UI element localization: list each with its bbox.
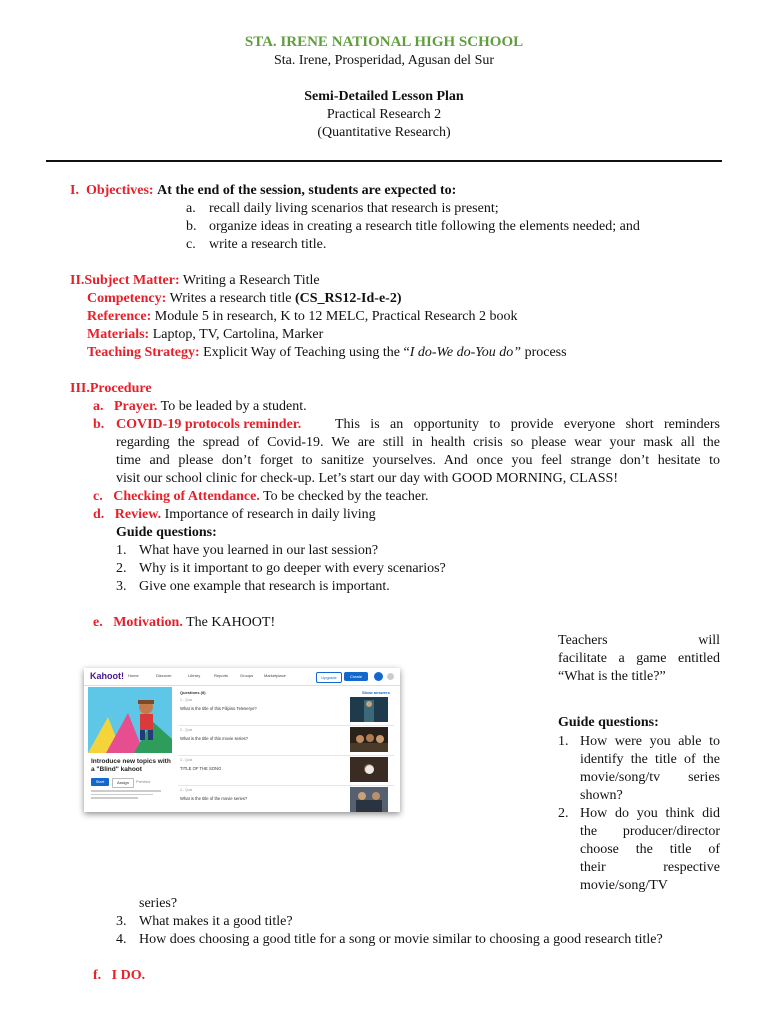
motivation-guide-heading: Guide questions: [558,715,659,730]
motivation-question-line: How do you think did [580,806,720,821]
kahoot-assign-button: Assign [112,778,134,788]
kahoot-question-thumbnail [350,727,388,752]
kahoot-nav-item: Home [128,673,139,678]
kahoot-screenshot [84,668,400,812]
subject-name: Practical Research 2 [326,107,442,122]
procedure-heading: III.Procedure [70,381,152,396]
procedure-item-covid-marker: b. [93,417,105,432]
covid-text-line: visit our school clinic for check-up. Let’s start our day with GOOD MORNING, CLASS! [116,471,618,486]
materials-line: Materials: Laptop, TV, Cartolina, Marker [87,327,324,342]
motivation-question-number: 4. [116,932,127,947]
objective-item: b. [186,219,197,234]
kahoot-question-row: 1 - Quiz What is the title of this Filipino Teleserye? [180,698,257,711]
kahoot-avatar [374,672,383,681]
kahoot-question-row: 4 - Quiz What is the title of the movie series? [180,788,248,801]
objective-item: a. [186,201,196,216]
kahoot-nav-item: Groups [240,673,254,678]
procedure-item-prayer: a. Prayer. To be leaded by a student. [93,399,307,414]
motivation-question-line: How were you able to [580,734,720,749]
kahoot-start-button: Start [91,778,109,786]
procedure-item-motivation: e. Motivation. The KAHOOT! [93,615,276,630]
kahoot-create-button: Create [344,672,368,681]
motivation-side-text: “What is the title?” [558,669,666,684]
kahoot-upgrade-button: Upgrade [316,672,342,683]
kahoot-question-thumbnail [350,697,388,722]
motivation-question: What makes it a good title? [139,914,293,929]
teaching-strategy-line: Teaching Strategy: Explicit Way of Teaching using the “I do-We do-You do” process [87,345,567,360]
procedure-item-i-do: f. I DO. [93,968,146,983]
kahoot-cover-image [88,687,172,753]
kahoot-nav-item: Discover [156,673,172,678]
procedure-item-review: d. Review. Importance of research in daily living [93,507,376,522]
kahoot-navbar [84,668,400,686]
objective-item: c. [186,237,196,252]
motivation-question-number: 3. [116,914,127,929]
subject-matter-line: II.Subject Matter: Writing a Research Title [70,273,320,288]
motivation-side-text: Teachers will [558,633,720,648]
kahoot-question-thumbnail [350,787,388,812]
review-question: What have you learned in our last session? [139,543,379,558]
objectives-heading: I. Objectives: At the end of the session, students are expected to: [70,183,457,198]
procedure-item-attendance: c. Checking of Attendance. To be checked by the teacher. [93,489,429,504]
kahoot-nav-item: Library [188,673,201,678]
kahoot-questions-header: Questions (8) [180,690,206,695]
document-title: Semi-Detailed Lesson Plan [304,89,464,104]
reference-line: Reference: Module 5 in research, K to 12 MELC, Practical Research 2 book [87,309,518,324]
kahoot-preview-link: Preview [136,779,151,784]
subject-subtitle: (Quantitative Research) [317,125,451,140]
motivation-question-line: identify the title of the [580,752,720,767]
motivation-question: How does choosing a good title for a song or movie similar to choosing a good research title? [139,932,663,947]
school-address: Sta. Irene, Prosperidad, Agusan del Sur [273,53,495,68]
motivation-side-text: facilitate a game entitled [558,651,720,666]
kahoot-kahoot-title: Introduce new topics with a "Blind" kahoot [91,758,171,773]
kahoot-bell-icon [387,673,394,680]
covid-text-line: time and please don’t forget to sanitize yourselves. And once you feel strange don’t hesitate to [116,453,720,468]
covid-text-line: regarding the spread of Covid-19. We are still in health crisis so please wear your mask all the [116,435,720,450]
kahoot-nav-item: Marketplace [264,673,286,678]
kahoot-question-row: 3 - Quiz TITLE OF THE SONG [180,758,222,771]
review-question: Give one example that research is important. [139,579,390,594]
kahoot-show-answers: Show answers [362,690,390,695]
motivation-question-line: series? [139,896,178,911]
motivation-question-number: 2. [558,806,569,821]
motivation-question-line: shown? [580,788,623,803]
competency-line: Competency: Writes a research title (CS_RS12-Id-e-2) [87,291,402,306]
objective-text: write a research title. [209,237,327,252]
kahoot-description-lines [91,790,169,806]
review-question-number: 2. [116,561,127,576]
covid-label: COVID-19 protocols reminder. [116,417,302,432]
play-icon [365,765,374,774]
review-question: Why is it important to go deeper with every scenarios? [139,561,446,576]
school-name: STA. IRENE NATIONAL HIGH SCHOOL [244,34,524,50]
motivation-question-line: the producer/director [580,824,720,839]
header-divider [46,160,722,162]
kahoot-nav-item: Reports [214,673,229,678]
motivation-question-line: movie/song/tv series [580,770,720,785]
covid-text-line: This is an opportunity to provide everyone short reminders [335,417,720,432]
motivation-question-line: their respective [580,860,720,875]
kahoot-question-thumbnail [350,757,388,782]
kahoot-question-row: 2 - Quiz What is the title of this movie series? [180,728,248,741]
motivation-question-number: 1. [558,734,569,749]
objective-text: recall daily living scenarios that research is present; [209,201,499,216]
objective-text: organize ideas in creating a research title following the elements needed; and [209,219,640,234]
kahoot-logo: Kahoot! [90,671,124,681]
review-question-number: 3. [116,579,127,594]
review-question-number: 1. [116,543,127,558]
motivation-question-line: movie/song/TV [580,878,668,893]
motivation-question-line: choose the title of [580,842,720,857]
review-guide-heading: Guide questions: [116,525,217,540]
